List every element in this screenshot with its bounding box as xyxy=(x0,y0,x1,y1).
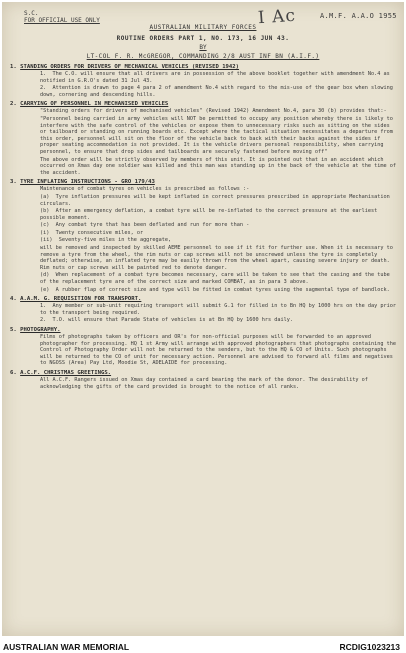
section-paragraph: (e) A rubber flap of correct size and type will be fitted in combat tyres using the sagmental type of bandlock. xyxy=(40,286,390,293)
section-heading xyxy=(10,179,398,186)
section-paragraph: (b) After an emergency deflation, a combat tyre will be re-inflated to the correct pressure at the earliest possible moment. xyxy=(40,208,381,221)
orders-line: ROUTINE ORDERS PART 1, NO. 173, 16 JUN 43. xyxy=(116,35,290,42)
section-title: PHOTOGRAPHY. xyxy=(20,327,61,333)
section-heading xyxy=(10,64,398,71)
section-number: 1. xyxy=(10,64,17,70)
section-heading xyxy=(10,296,398,303)
section-paragraph: (d) When replacement of a combat tyre becomes necessary, care will be taken to see that the casing and the tube of the replacement tyre are of the correct size and marked COMBAT, as in para 3 above. xyxy=(40,272,393,286)
section-paragraph: All A.C.F. Rangers issued on Xmas day contained a card bearing the mark of the donor. The desirability of acknowledging the gifts of the card provided is brought to the notice of all ranks. xyxy=(40,376,372,390)
section-paragraph: Films of photographs taken by officers and OR's for non-official purposes will be forwarded to an approved photographer for processing. HQ 1 st Army will arrange with approved photographers that photographs containing the Control of Photography Order will not be returned to the senders, but to the HQ & CO of Units. Such photographs will be returned to the CO of unit for necessary action. Personnel are advised to forward all films and negatives to NGOSS (Area) Pay Ltd, Moodie St, ADELAIDE for processing. xyxy=(40,334,400,367)
section-number: 5. xyxy=(10,327,17,333)
section-paragraph: (ii) Seventy-five miles in the aggregate, xyxy=(40,237,172,244)
org-title: AUSTRALIAN MILITARY FORCES xyxy=(149,24,257,31)
section-paragraph: will be removed and inspected by skilled AEME personnel to see if it fit for further use. When it is necessary to remove a tyre from the wheel, the rim nuts or cap screws will not be unscrewed unless the tyre is completely deflated; otherwise, an inflated tyre may be easily thrown from the wheel apart, causing severe injury or death. Rim nuts or cap screws will be painted red to denote danger. xyxy=(40,245,397,271)
section-number: 6. xyxy=(10,369,17,376)
section-heading xyxy=(10,327,398,334)
record-id: RCDIG1023213 xyxy=(339,642,400,652)
section-paragraph: 2. Attention is drawn to page 4 para 2 of amendment No.4 with regard to the mis-use of the gear box when slowing down, cornering and descending hills. xyxy=(40,85,397,98)
order-section xyxy=(10,296,398,324)
order-section xyxy=(10,101,398,176)
by-line: BY xyxy=(199,44,207,51)
section-heading xyxy=(10,101,398,108)
orders-body xyxy=(10,64,398,393)
section-heading xyxy=(10,370,398,377)
classification-block xyxy=(24,10,100,24)
section-number: 2. xyxy=(10,101,17,108)
section-paragraph: "Standing orders for drivers of mechanised vehicles" (Revised 1942) Amendment No.4, para 30 (b) provides that:- xyxy=(40,108,387,115)
handwritten-mark: I Ac xyxy=(257,5,297,29)
form-reference: A.M.F. A.A.O 1955 xyxy=(320,12,397,20)
section-paragraph: (c) Any combat tyre that has been deflated and run for more than - xyxy=(40,222,250,229)
commander-line: LT-COL F. R. McGREGOR, COMMANDING 2/8 AUST INF BN (A.I.F.) xyxy=(86,53,320,60)
section-title: A.C.F. CHRISTMAS GREETINGS. xyxy=(20,369,112,376)
classification-code: S.C. xyxy=(24,10,39,17)
section-paragraph: 1. Any member or sub-unit requiring transport will submit G.1 for filled in to Bn HQ by 1000 hrs on the day prior to the transport being required. xyxy=(40,303,400,316)
section-number: 4. xyxy=(10,296,17,303)
section-paragraph: Maintenance of combat tyres on vehicles is prescribed as follows :- xyxy=(40,186,250,193)
section-title: TYRE INFLATING INSTRUCTIONS - GRO 179/43 xyxy=(20,179,155,186)
section-paragraph: 2. T.O. will ensure that Parade State of vehicles is at Bn HQ by 1600 hrs daily. xyxy=(40,317,293,324)
order-section xyxy=(10,179,398,293)
section-title: CARRYING OF PERSONNEL IN MECHANISED VEHICLES xyxy=(20,101,169,108)
section-number: 3. xyxy=(10,179,17,186)
section-paragraph: (a) Tyre inflation pressures will be kept inflated in correct pressures prescribed in appropriate Mechanisation circulars. xyxy=(40,193,393,207)
section-paragraph: "Personnel being carried in army vehicles will NOT be permitted to occupy any position whereby there is likely to interfere with the safe control of the vehicles or expose them to unnecessary risks such as sitting on the sides or tailboard or standing on running boards etc. Except where the tactical situation necessitates a departure from this order, personnel will sit on the floor of the vehicle back to back with their backs against the sides if proper seating accommodation is not provided. It is the vehicle drivers personal responsibility, when carrying personnel, to ensure that drop sides and tailboards are securely fastened before moving off" xyxy=(40,115,397,155)
section-paragraph: The above order will be strictly observed by members of this unit. It is pointed out that in an accident which occurred on Xmas day one soldier was killed and this man was standing up in the back of the vehicle at the time of the accident. xyxy=(40,156,400,176)
document-page xyxy=(2,2,404,636)
archive-name: AUSTRALIAN WAR MEMORIAL xyxy=(3,642,130,652)
order-section xyxy=(10,327,398,367)
order-section xyxy=(10,64,398,98)
classification-label: FOR OFFICIAL USE ONLY xyxy=(24,17,100,24)
section-title: STANDING ORDERS FOR DRIVERS OF MECHANICAL VEHICLES (REVISED 1942) xyxy=(20,64,240,70)
section-paragraph: (i) Twenty consecutive miles, or xyxy=(40,229,144,236)
section-title: A.A.M. G. REQUISITION FOR TRANSPORT. xyxy=(20,296,142,303)
section-paragraph: 1. The C.O. will ensure that all drivers are in possession of the above booklet together with amendment No.4 as notified in G.R.O's dated 31 Jul 43. xyxy=(40,71,393,84)
order-section xyxy=(10,370,398,390)
